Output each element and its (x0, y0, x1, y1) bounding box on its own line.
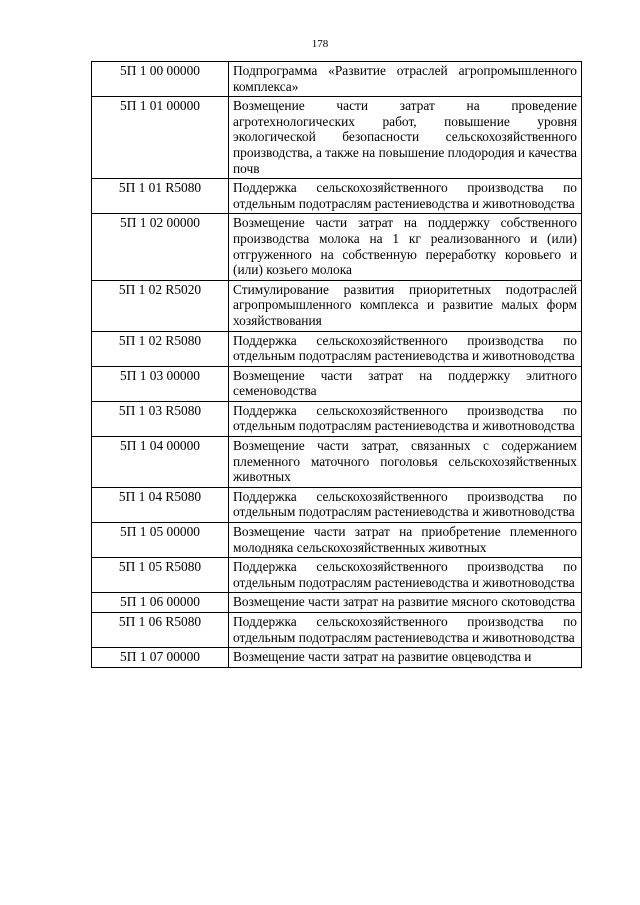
table-row (92, 331, 582, 366)
row-name: Возмещение части затрат на поддержку собственного производства молока на 1 кг реализованного и (или) отгруженного на собственную переработку коровьего и (или) козьего молока (229, 214, 582, 280)
budget-classification-table (91, 61, 582, 668)
row-name: Поддержка сельскохозяйственного производства по отдельным подотраслям растениеводства и животноводства (229, 331, 582, 366)
row-name: Возмещение части затрат на поддержку элитного семеноводства (229, 366, 582, 401)
table-row (92, 523, 582, 558)
row-code: 5П 1 07 00000 (92, 648, 229, 668)
table-row (92, 558, 582, 593)
row-code: 5П 1 02 00000 (92, 214, 229, 280)
table-body (92, 62, 582, 668)
row-name: Возмещение части затрат, связанных с содержанием племенного маточного поголовья сельскохозяйственных животных (229, 437, 582, 488)
row-name: Поддержка сельскохозяйственного производства по отдельным подотраслям растениеводства и животноводства (229, 179, 582, 214)
table-row (92, 613, 582, 648)
table-row (92, 437, 582, 488)
row-name: Поддержка сельскохозяйственного производства по отдельным подотраслям растениеводства и животноводства (229, 487, 582, 522)
row-name: Поддержка сельскохозяйственного производства по отдельным подотраслям растениеводства и животноводства (229, 613, 582, 648)
table-row (92, 280, 582, 331)
row-name: Поддержка сельскохозяйственного производства по отдельным подотраслям растениеводства и животноводства (229, 401, 582, 436)
row-name: Возмещение части затрат на развитие мясного скотоводства (229, 593, 582, 613)
page-number: 178 (311, 38, 329, 50)
row-code: 5П 1 06 R5080 (92, 613, 229, 648)
row-name: Возмещение части затрат на проведение агротехнологических работ, повышение уровня экологической безопасности сельскохозяйственного производства, а также на повышение плодородия и качества почв (229, 97, 582, 179)
row-code: 5П 1 04 R5080 (92, 487, 229, 522)
row-code: 5П 1 03 R5080 (92, 401, 229, 436)
row-name: Возмещение части затрат на развитие овцеводства и (229, 648, 582, 668)
row-code: 5П 1 02 R5020 (92, 280, 229, 331)
row-name: Поддержка сельскохозяйственного производства по отдельным подотраслям растениеводства и животноводства (229, 558, 582, 593)
row-code: 5П 1 01 R5080 (92, 179, 229, 214)
row-code: 5П 1 02 R5080 (92, 331, 229, 366)
row-code: 5П 1 04 00000 (92, 437, 229, 488)
row-code: 5П 1 03 00000 (92, 366, 229, 401)
table-row (92, 214, 582, 280)
row-code: 5П 1 06 00000 (92, 593, 229, 613)
table-row (92, 97, 582, 179)
table-row (92, 487, 582, 522)
row-name: Возмещение части затрат на приобретение племенного молодняка сельскохозяйственных животных (229, 523, 582, 558)
row-code: 5П 1 01 00000 (92, 97, 229, 179)
table-row (92, 648, 582, 668)
table-row (92, 593, 582, 613)
row-code: 5П 1 05 R5080 (92, 558, 229, 593)
table-row (92, 179, 582, 214)
table-row (92, 366, 582, 401)
table-row (92, 62, 582, 97)
row-code: 5П 1 05 00000 (92, 523, 229, 558)
row-name: Стимулирование развития приоритетных подотраслей агропромышленного комплекса и развитие малых форм хозяйствования (229, 280, 582, 331)
row-name: Подпрограмма «Развитие отраслей агропромышленного комплекса» (229, 62, 582, 97)
table-row (92, 401, 582, 436)
row-code: 5П 1 00 00000 (92, 62, 229, 97)
